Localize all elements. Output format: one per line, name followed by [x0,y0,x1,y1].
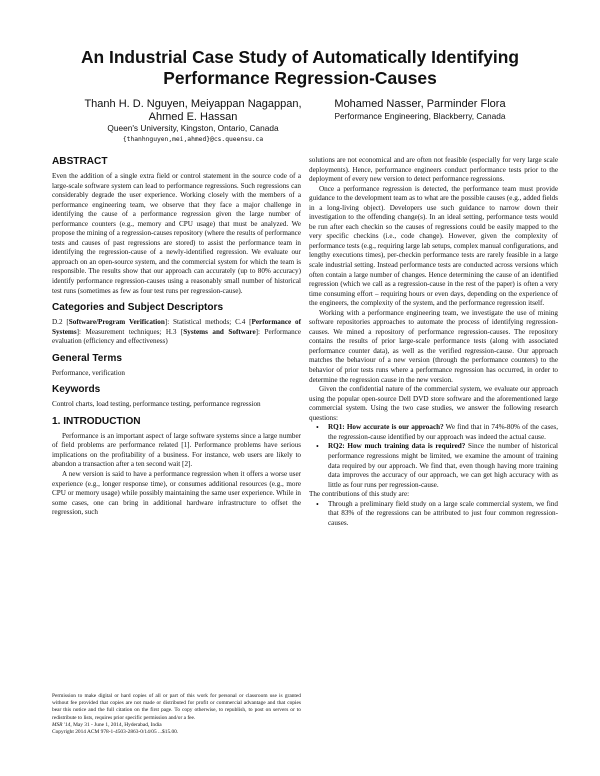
rq1-label: RQ1: How accurate is our approach? [328,423,444,432]
intro-paragraph-2: A new version is said to have a performance regression when it offers a worse user experience (e.g., longer response time), or consumes additional resources (e.g., more CPU or memory usage) while possibly maintaining the same user experience. While in some cases, one can bring in additional hardware infrastructure to offset the regression, such [52,470,301,517]
left-column [52,156,301,518]
general-terms-text: Performance, verification [52,368,125,377]
rq2-label: RQ2: How much training data is required? [328,442,466,451]
venue-details: May 31 - June 1, 2014, Hyderabad, India [71,721,162,728]
categories-text [52,318,301,347]
keywords-heading: Keywords [52,384,101,396]
categories-part: ]: Performance evaluation (efficiency and effectiveness) [52,327,301,346]
right-column [309,156,558,528]
permission-footnote [52,693,301,736]
categories-heading: Categories and Subject Descriptors [52,302,224,314]
contribution-1: • Through a preliminary field study on a large scale commercial system, we find that 83% of the regressions can be attributed to just four common regression-causes. [309,500,558,529]
author-block-queens [78,98,308,146]
keywords-text: Control charts, load testing, performance testing, performance regression [52,400,261,409]
contributions-intro: The contributions of this study are: [309,490,410,499]
category-term: Performance of Systems [52,318,302,336]
paper-title: An Industrial Case Study of Automatically Identifying Performance Regression-Causes [80,47,520,88]
permission-text: Permission to make digital or hard copies of all or part of this work for personal or classroom use is granted without fee provided that copies are not made or distributed for profit or commercial advantage and that copies bear this notice and the full citation on the first page. To copy otherwise, to republish, to post on servers or to redistribute to lists, requires prior specific permission and/or a fee. [52,693,301,721]
contributions-list [309,500,558,529]
category-term: Software/Program Verification [68,318,165,327]
affiliation-right: Performance Engineering, Blackberry, Canada [334,110,506,121]
affiliation-left: Queen's University, Kingston, Ontario, Canada [107,123,279,133]
author-names-right: Mohamed Nasser, Parminder Flora [334,98,506,110]
abstract-text: Even the addition of a single extra field or control statement in the source code of a large-scale software system can lead to performance regressions. Such regressions can considerably degrade the user experience. Working closely with the members of a performance engineering team, we observe that they face a major challenge in identifying the cause of a performance regression given the large number of performance counters (e.g., memory and CPU usage) that must be analyzed. We propose the mining of a regression-causes repository (where the results of performance tests and causes of past regressions are stored) to assist the performance team in identifying the regression-cause of a newly-identified regression. We evaluate our approach on an open-source system, and the commercial system for which the team is responsible. The results show that our approach can accurately (up to 80% accuracy) identify performance regression-causes using a reasonably small number of historical test runs (sometimes as few as four test runs per regression-cause). [52,172,301,295]
introduction-heading: 1. INTRODUCTION [52,415,141,427]
intro-paragraph-1: Performance is an important aspect of large software systems since a large number of field problems are performance related [1]. Performance problems have serious implications on the profitability of a business. For instance, web users are likely to abandon a transaction after a ten second wait [2]. [52,431,301,469]
abstract-heading: ABSTRACT [52,156,108,167]
author-names-left: Thanh H. D. Nguyen, Meiyappan Nagappan, Ahmed E. Hassan [84,98,302,123]
categories-part: ]: Measurement techniques; H.3 [ [76,327,184,336]
right-paragraph-4: Given the confidential nature of the commercial system, we evaluate our approach using the popular open-source Dell DVD store software and the aforementioned large commercial system. Using the two case studies, we answer the following research questions: [309,385,558,422]
author-email: {thanhnguyen,mei,ahmed}@cs.queensu.ca [122,135,264,143]
author-block-blackberry [300,98,540,121]
venue-name: MSR '14, [52,721,72,728]
rq2-text: Since the number of historical performance regressions might be limited, we examine the amount of training data required by our approach. We find that, even though having more training data improves the accuracy of our approach, we can get high accuracy with as little as four runs per regression-cause. [328,442,558,489]
rq1-text: We find that in 74%-80% of the cases, the regression-cause identified by our approach was indeed the actual cause. [328,423,558,441]
copyright-line: Copyright 2014 ACM 978-1-4503-2863-0/14/05 ...$15.00. [52,729,179,736]
categories-part: D.2 [ [52,318,69,327]
right-paragraph-1: solutions are not economical and are often not feasible (especially for very large scale deployments). Hence, performance engineers conduct performance tests prior to the deployment of every new version to detect performance regressions. [309,156,558,184]
right-paragraph-2: Once a performance regression is detected, the performance team must provide guidance to the development team as to what are the possible causes (e.g., added fields in a long-living object). Developers use such guidance to narrow down their investigation to the offending change(s). In an ideal setting, performance tests would be run after each checkin so the causes of regressions could be easily mapped to the very specific checkins (i.e., code change). However, given the complexity of performance tests (e.g., requiring large lab setups, complex manual configurations, and lengthy executions times), per-checkin performance tests are rarely feasible in a large scale industrial setting. Instead performance tests are conducted across versions which often contain a large number of changes. Hence determining the cause of an identified regression (which we call as a regression-cause in the rest of the paper) is often a very time consuming effort – requiring hours or even days, depending on the experience of the engineers, the complexity of the system, and the performance regression itself. [309,184,558,308]
right-paragraph-3: Working with a performance engineering team, we investigate the use of mining software repositories approaches to automate the process of identifying regression-causes. We mined a repository of performance regression-causes. The repository contains the results of prior large-scale performance tests (along with associated performance counter data), as well as the verified regression-cause. Our approach matches the behaviour of a new version (through the performance counters) to the behavior of prior tests runs where a performance regression has occurred, in order to determine the regression cause in the new version. [309,308,558,384]
category-term: Systems and Software [183,327,256,336]
categories-part: ]: Statistical methods; C.4 [ [164,318,252,327]
research-question-1 [309,423,558,442]
research-question-2 [309,442,558,490]
venue-line [52,722,301,729]
general-terms-heading: General Terms [52,352,122,364]
research-questions-list [309,423,558,490]
